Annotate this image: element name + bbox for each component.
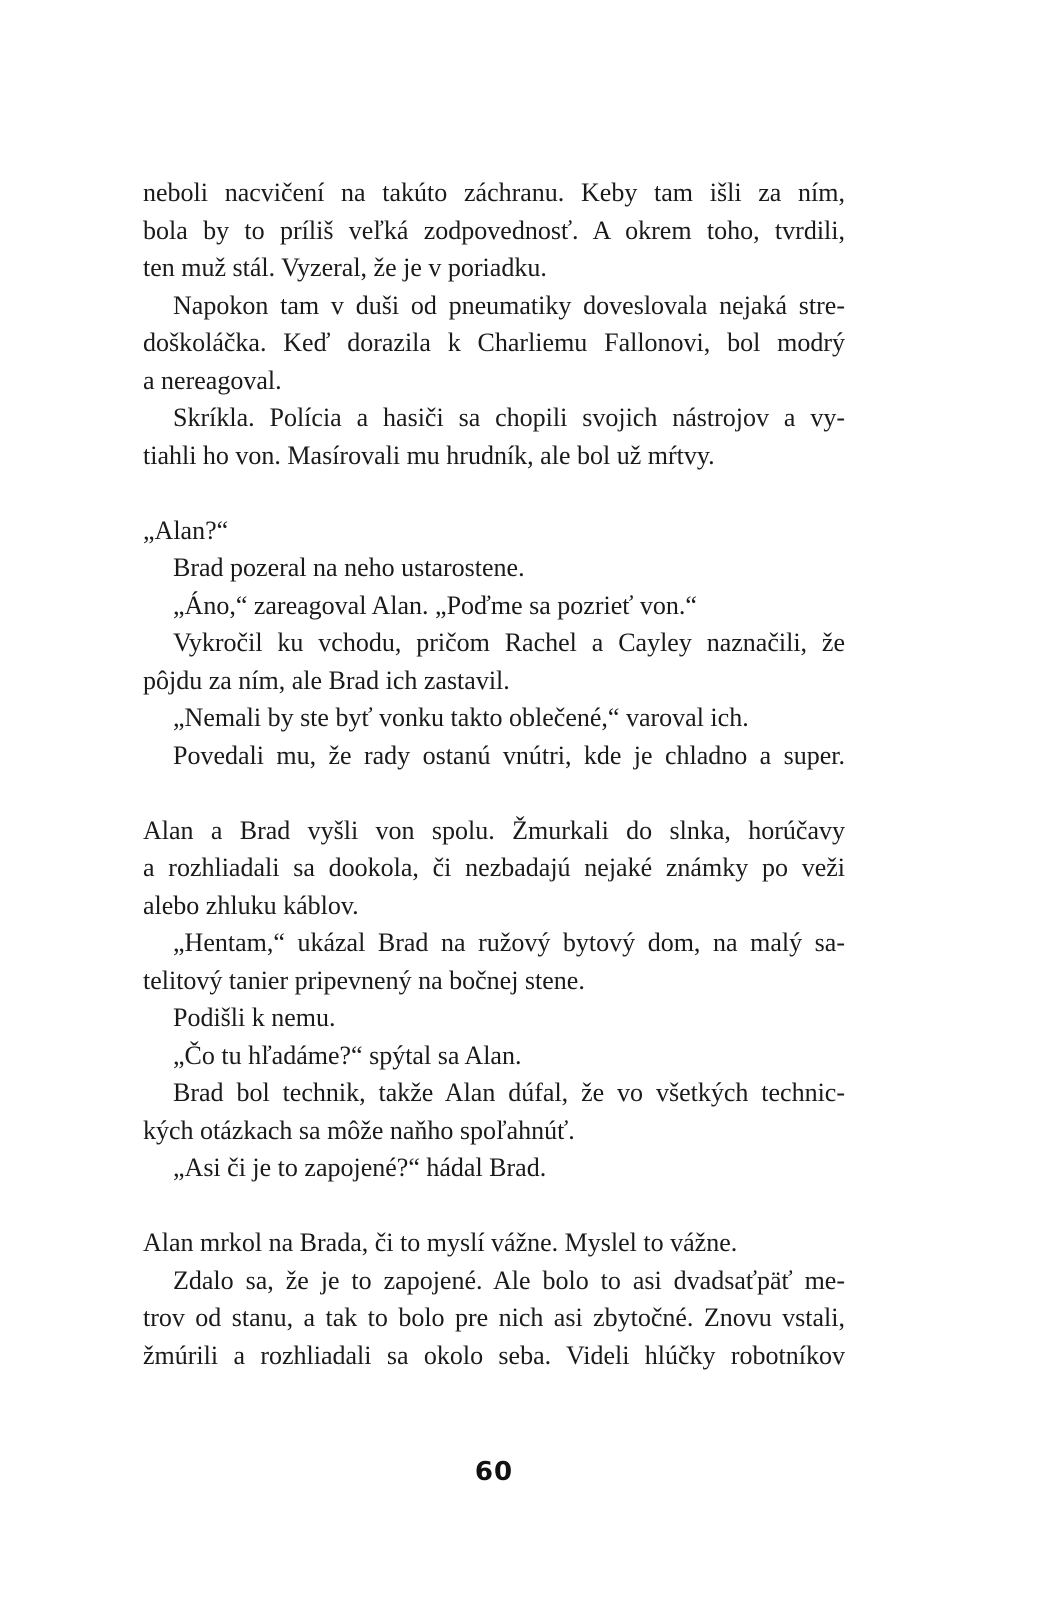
- paragraph: [143, 624, 845, 699]
- paragraph: [143, 549, 845, 587]
- paragraph: [143, 924, 845, 999]
- text-line: telitový tanier pripevnený na bočnej stene.: [143, 965, 585, 995]
- text-line: Napokon tam v duši od pneumatiky doveslovala nejaká stre-: [173, 290, 845, 320]
- paragraph: [143, 999, 845, 1037]
- text-line: trov od stanu, a tak to bolo pre nich asi zbytočné. Znovu vstali,: [143, 1303, 845, 1332]
- paragraph: [143, 737, 845, 775]
- text-line: neboli nacvičení na takúto záchranu. Keby tam išli za ním,: [143, 178, 845, 207]
- text-line: a rozhliadali sa dookola, či nezbadajú nejaké známky po veži: [143, 853, 845, 882]
- page-text-block: [143, 174, 845, 1374]
- text-line: doškoláčka. Keď dorazila k Charliemu Fallonovi, bol modrý: [143, 328, 845, 357]
- text-line: Skríkla. Polícia a hasiči sa chopili svojich nástrojov a vy-: [173, 403, 845, 432]
- paragraph: [143, 399, 845, 474]
- text-line: „Asi či je to zapojené?“ hádal Brad.: [173, 1153, 547, 1182]
- text-line: „Hentam,“ ukázal Brad na ružový bytový dom, na malý sa-: [173, 928, 845, 957]
- page-number: 60: [474, 1457, 514, 1487]
- paragraph: [143, 174, 845, 287]
- text-line: a nereagoval.: [143, 365, 282, 395]
- text-line: alebo zhluku káblov.: [143, 890, 359, 920]
- paragraph: [143, 1074, 845, 1149]
- text-line: Povedali mu, že rady ostanú vnútri, kde je chladno a super.: [173, 740, 845, 770]
- paragraph: [143, 287, 845, 400]
- paragraph: [143, 1037, 845, 1075]
- text-line: Brad bol technik, takže Alan dúfal, že vo všetkých technic-: [173, 1078, 845, 1107]
- paragraph: [143, 1224, 845, 1262]
- text-line: tiahli ho von. Masírovali mu hrudník, ale bol už mŕtvy.: [143, 440, 715, 470]
- text-line: „Nemali by ste byť vonku takto oblečené,“ varoval ich.: [173, 703, 749, 732]
- paragraph: [143, 512, 845, 550]
- text-line: pôjdu za ním, ale Brad ich zastavil.: [143, 665, 510, 695]
- text-line: Vykročil ku vchodu, pričom Rachel a Cayley naznačili, že: [173, 628, 845, 657]
- text-line: Brad pozeral na neho ustarostene.: [173, 553, 525, 582]
- text-line: žmúrili a rozhliadali sa okolo seba. Videli hlúčky robotníkov: [143, 1340, 845, 1370]
- text-line: bola by to príliš veľká zodpovednosť. A okrem toho, tvrdili,: [143, 215, 845, 245]
- text-line: ten muž stál. Vyzeral, že je v poriadku.: [143, 253, 547, 282]
- text-line: „Alan?“: [143, 515, 229, 545]
- text-line: „Áno,“ zareagoval Alan. „Poďme sa pozrieť von.“: [173, 590, 697, 620]
- paragraph: [143, 812, 845, 925]
- text-line: „Čo tu hľadáme?“ spýtal sa Alan.: [173, 1040, 522, 1070]
- paragraph: [143, 699, 845, 737]
- text-line: kých otázkach sa môže naňho spoľahnúť.: [143, 1115, 575, 1145]
- text-line: Alan mrkol na Brada, či to myslí vážne. Myslel to vážne.: [143, 1228, 738, 1257]
- paragraph: [143, 587, 845, 625]
- text-line: Zdalo sa, že je to zapojené. Ale bolo to asi dvadsaťpäť me-: [173, 1265, 845, 1295]
- text-line: Podišli k nemu.: [173, 1003, 336, 1032]
- paragraph: [143, 1149, 845, 1187]
- paragraph: [143, 1262, 845, 1375]
- text-line: Alan a Brad vyšli von spolu. Žmurkali do slnka, horúčavy: [143, 815, 845, 845]
